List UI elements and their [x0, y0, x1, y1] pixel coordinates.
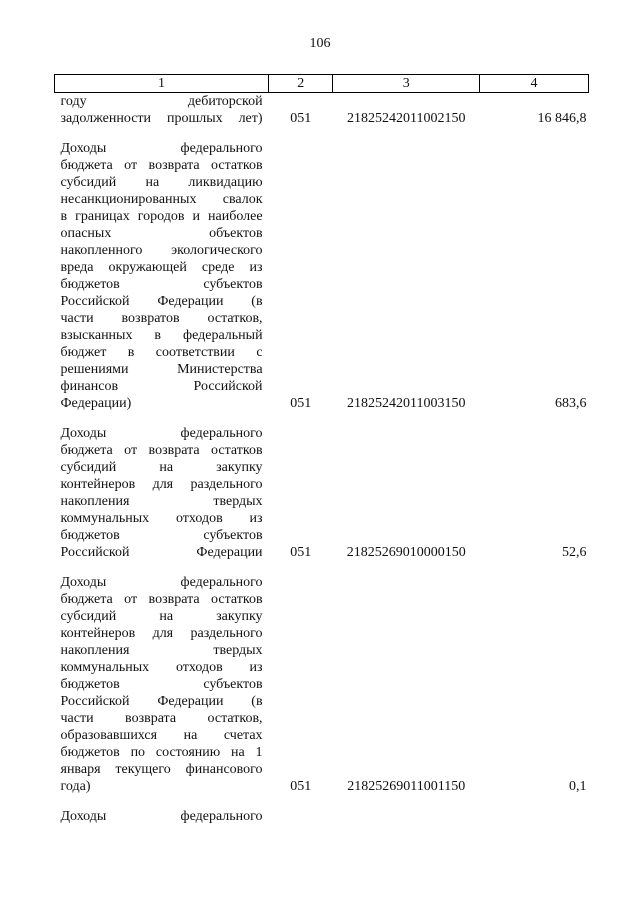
column-header-4: 4 — [480, 75, 589, 93]
description-line: накопленного экологического — [60, 243, 263, 258]
table-row — [55, 561, 589, 795]
admin-code: 051 — [290, 779, 312, 794]
amount-value: 683,6 — [555, 396, 587, 411]
admin-code: 051 — [290, 111, 312, 126]
description-line: Российской Федерации (в — [60, 294, 263, 309]
description-line: году дебиторской — [60, 94, 263, 109]
description-line: Доходы федерального — [60, 426, 263, 441]
description-line: Доходы федерального — [60, 809, 263, 824]
description-line: Российской Федерации (в — [60, 694, 263, 709]
amount-value: 16 846,8 — [537, 111, 587, 126]
description-line: бюджетов субъектов — [60, 528, 263, 543]
amount-value: 0,1 — [569, 779, 587, 794]
description-line: образовавшихся на счетах — [60, 728, 263, 743]
table-row — [55, 127, 589, 412]
revenue-table — [54, 74, 589, 825]
kbk-code: 21825242011003150 — [347, 396, 466, 411]
description-line: Доходы федерального — [60, 141, 263, 156]
table-row — [55, 412, 589, 561]
kbk-code: 21825242011002150 — [347, 111, 466, 126]
row-description — [55, 412, 269, 561]
page-number: 106 — [309, 36, 331, 51]
description-line: коммунальных отходов из — [60, 660, 263, 675]
table-body — [55, 93, 589, 826]
admin-code — [269, 795, 333, 825]
description-line: бюджетов субъектов — [60, 677, 263, 692]
table-row — [55, 795, 589, 825]
description-line: части возврата остатков, — [60, 711, 263, 726]
amount-value: 52,6 — [562, 545, 587, 560]
column-header-2: 2 — [269, 75, 333, 93]
description-line: Российской Федерации — [60, 545, 263, 560]
description-line: бюджета от возврата остатков — [60, 443, 263, 458]
description-line: Федерации) — [60, 396, 132, 411]
description-line: решениями Министерства — [60, 362, 263, 377]
description-line: бюджета от возврата остатков — [60, 158, 263, 173]
admin-code: 051 — [290, 545, 312, 560]
description-line: бюджета от возврата остатков — [60, 592, 263, 607]
kbk-code — [333, 795, 480, 825]
kbk-code: 21825269011001150 — [347, 779, 466, 794]
description-line: накопления твердых — [60, 494, 263, 509]
description-line: января текущего финансового — [60, 762, 263, 777]
description-line: контейнеров для раздельного — [60, 477, 263, 492]
kbk-code: 21825269010000150 — [346, 545, 466, 560]
description-line: субсидий на закупку — [60, 460, 263, 475]
description-line: финансов Российской — [60, 379, 263, 394]
description-line: задолженности прошлых лет) — [60, 111, 263, 126]
description-line: субсидий на ликвидацию — [60, 175, 263, 190]
description-line: субсидий на закупку — [60, 609, 263, 624]
description-line: бюджетов субъектов — [60, 277, 263, 292]
description-line: в границах городов и наиболее — [60, 209, 263, 224]
column-header-1: 1 — [55, 75, 269, 93]
description-line: коммунальных отходов из — [60, 511, 263, 526]
description-line: опасных объектов — [60, 226, 263, 241]
description-line: вреда окружающей среде из — [60, 260, 263, 275]
description-line: накопления твердых — [60, 643, 263, 658]
table-row — [55, 93, 589, 128]
amount-value — [480, 795, 589, 825]
row-description — [55, 561, 269, 795]
description-line: года) — [60, 779, 91, 794]
admin-code: 051 — [290, 396, 312, 411]
description-line: бюджетов по состоянию на 1 — [60, 745, 263, 760]
description-line: несанкционированных свалок — [60, 192, 263, 207]
table-header-row — [55, 75, 589, 93]
description-line: контейнеров для раздельного — [60, 626, 263, 641]
description-line: Доходы федерального — [60, 575, 263, 590]
row-description — [55, 93, 269, 128]
description-line: бюджет в соответствии с — [60, 345, 263, 360]
row-description — [55, 127, 269, 412]
row-description — [55, 795, 269, 825]
column-header-3: 3 — [333, 75, 480, 93]
description-line: части возвратов остатков, — [60, 311, 263, 326]
description-line: взысканных в федеральный — [60, 328, 263, 343]
